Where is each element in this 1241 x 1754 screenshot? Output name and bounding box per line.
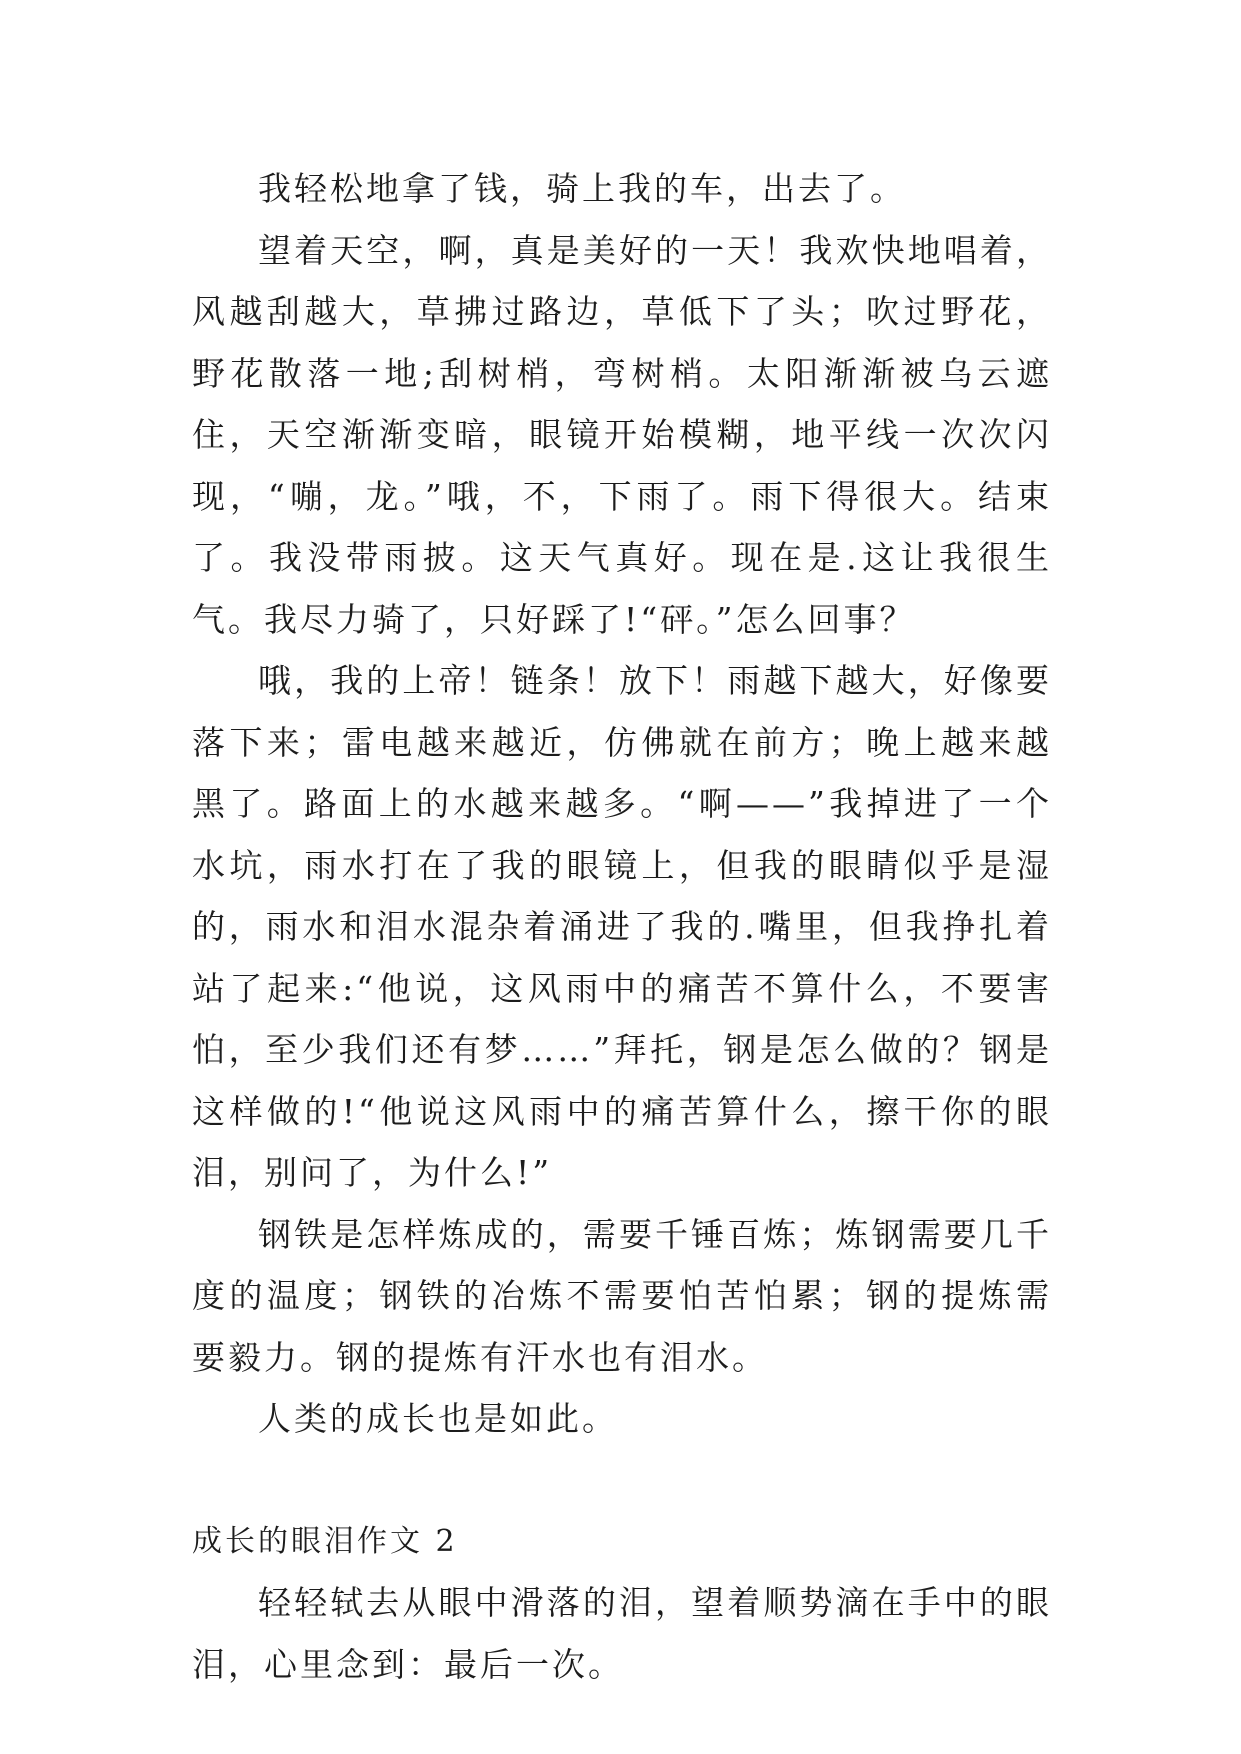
paragraph: 轻轻轼去从眼中滑落的泪，望着顺势滴在手中的眼泪，心里念到：最后一次。: [192, 1583, 1052, 1684]
paragraph: 钢铁是怎样炼成的，需要千锤百炼；炼钢需要几千度的温度；钢铁的冶炼不需要怕苦怕累；钢的提炼需要毅力。钢的提炼有汗水也有泪水。: [192, 1214, 1052, 1377]
document-body: [192, 158, 1052, 1695]
paragraph: 望着天空，啊，真是美好的一天！我欢快地唱着，风越刮越大，草拂过路边，草低下了头；吹过野花，野花散落一地;刮树梢，弯树梢。太阳渐渐被乌云遮住，天空渐渐变暗，眼镜开始模糊，地平线一次次闪现，“嘣，龙。”哦，不，下雨了。雨下得很大。结束了。我没带雨披。这天气真好。现在是.这让我很生气。我尽力骑了，只好踩了!“砰。”怎么回事？: [192, 230, 1052, 639]
paragraph: 哦，我的上帝！链条！放下！雨越下越大，好像要落下来；雷电越来越近，仿佛就在前方；晚上越来越黑了。路面上的水越来越多。“啊——”我掉进了一个水坑，雨水打在了我的眼镜上，但我的眼睛似乎是湿的，雨水和泪水混杂着涌进了我的.嘴里，但我挣扎着站了起来:“他说，这风雨中的痛苦不算什么，不要害怕，至少我们还有梦……”拜托，钢是怎么做的？钢是这样做的!“他说这风雨中的痛苦算什么，擦干你的眼泪，别问了，为什么!”: [192, 661, 1052, 1192]
section-title: 成长的眼泪作文 2: [192, 1523, 458, 1559]
paragraph: 人类的成长也是如此。: [258, 1399, 618, 1438]
paragraph: 我轻松地拿了钱，骑上我的车，出去了。: [258, 169, 906, 208]
